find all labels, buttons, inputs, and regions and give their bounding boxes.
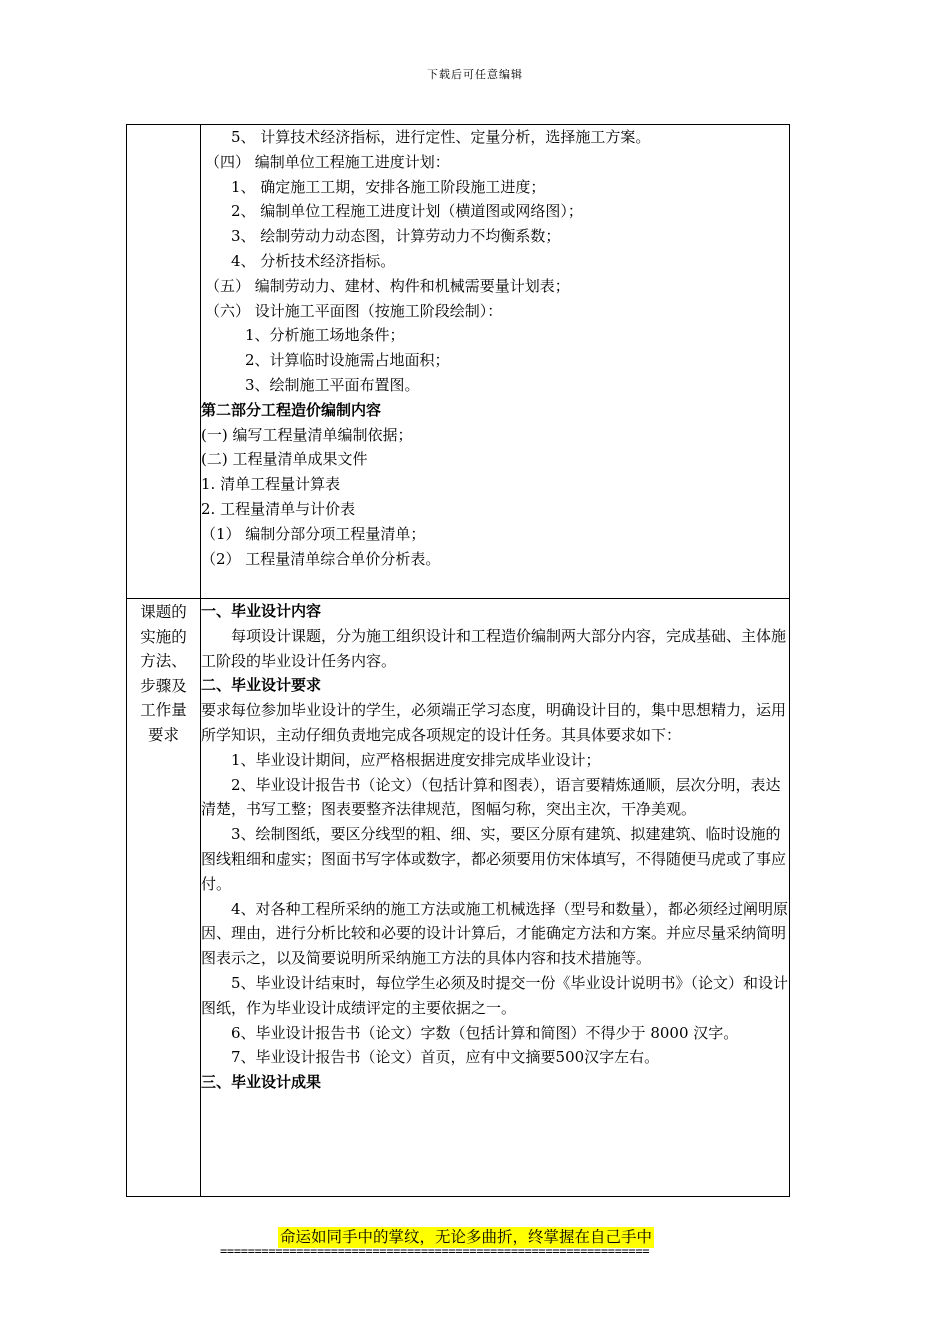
content-line: 4、 分析技术经济指标。: [231, 251, 396, 270]
content-line: 1、分析施工场地条件；: [245, 326, 405, 345]
content-line: （2） 工程量清单综合单价分析表。: [201, 549, 441, 568]
content-cell-requirements: [201, 599, 790, 1197]
content-line: 5、 计算技术经济指标，进行定性、定量分析，选择施工方案。: [231, 128, 651, 146]
content-line: （六） 设计施工平面图（按施工阶段绘制）：: [205, 301, 503, 320]
content-line: 2. 工程量清单与计价表: [201, 499, 356, 518]
table-row-methods: [127, 599, 790, 1197]
content-line: 第二部分工程造价编制内容: [201, 400, 382, 419]
content-cell-construction: [201, 125, 790, 599]
content-line: 2、 编制单位工程施工进度计划（横道图或网络图）；: [231, 202, 583, 221]
footer-separator: ==============================================================: [220, 1244, 650, 1258]
label-line: 要求: [147, 725, 179, 744]
table-row-continuation: [127, 125, 790, 599]
empty-label-cell: [127, 125, 201, 599]
page-header: 下载后可任意编辑: [427, 68, 523, 81]
content-line: 2、计算临时设施需占地面积；: [245, 351, 450, 370]
content-line: 3、 绘制劳动力动态图，计算劳动力不均衡系数；: [231, 227, 561, 246]
content-line: (二) 工程量清单成果文件: [201, 450, 368, 469]
requirement-item: 1、毕业设计期间，应严格根据进度安排完成毕业设计；: [231, 750, 601, 769]
section-heading-results: 三、毕业设计成果: [201, 1073, 322, 1092]
methods-label: [127, 599, 200, 747]
requirement-item: 2、毕业设计报告书（论文）（包括计算和图表），语言要精炼通顺，层次分明，表达清楚，书写工整；图表要整齐法律规范，图幅匀称，突出主次，干净美观。: [201, 775, 781, 819]
label-line: 步骤及: [140, 676, 187, 695]
requirements-intro-paragraph: 要求每位参加毕业设计的学生，必须端正学习态度，明确设计目的，集中思想精力，运用所学知识，主动仔细负责地完成各项规定的设计任务。其具体要求如下：: [201, 701, 787, 744]
design-content-paragraph: 每项设计课题，分为施工组织设计和工程造价编制两大部分内容，完成基础、主体施工阶段的毕业设计任务内容。: [201, 626, 787, 670]
construction-content-list: [201, 125, 789, 571]
requirement-item: 5、毕业设计结束时，每位学生必须及时提交一份《毕业设计说明书》（论文）和设计图纸，作为毕业设计成绩评定的主要依据之一。: [201, 973, 789, 1017]
content-line: 3、绘制施工平面布置图。: [245, 375, 420, 394]
label-line: 方法、: [140, 652, 187, 670]
section-heading-requirements: 二、毕业设计要求: [201, 676, 322, 695]
content-line: （五） 编制劳动力、建材、构件和机械需要量计划表；: [205, 276, 570, 295]
content-line: (一) 编写工程量清单编制依据；: [201, 425, 413, 444]
design-task-table: [126, 124, 790, 1197]
content-line: （1） 编制分部分项工程量清单；: [201, 524, 426, 543]
content-line: 1. 清单工程量计算表: [201, 475, 341, 494]
section-heading-content: 一、毕业设计内容: [201, 602, 322, 620]
label-line: 课题的: [140, 603, 187, 621]
label-line: 实施的: [140, 627, 187, 646]
requirements-list: [201, 748, 789, 1070]
requirement-item: 6、毕业设计报告书（论文）字数（包括计算和简图）不得少于 8000 汉字。: [231, 1023, 739, 1042]
label-cell-methods: [127, 599, 201, 1197]
footer-slogan: 命运如同手中的掌纹，无论多曲折，终掌握在自己手中: [280, 1228, 653, 1246]
content-line: 1、 确定施工工期，安排各施工阶段施工进度；: [231, 177, 546, 196]
requirement-item: 3、绘制图纸，要区分线型的粗、细、实，要区分原有建筑、拟建建筑、临时设施的图线粗细和虚实；图面书写字体或数字，都必须要用仿宋体填写，不得随便马虎或了事应付。: [201, 825, 787, 893]
requirement-item: 4、对各种工程所采纳的施工方法或施工机械选择（型号和数量），都必须经过阐明原因、理由，进行分析比较和必要的设计计算后，才能确定方法和方案。并应尽量采纳简明图表示之，以及简要说明所采纳施工方法的具体内容和技术措施等。: [201, 899, 789, 968]
content-line: （四） 编制单位工程施工进度计划：: [205, 152, 450, 171]
requirement-item: 7、毕业设计报告书（论文）首页，应有中文摘要500汉字左右。: [231, 1048, 660, 1067]
label-line: 工作量: [140, 701, 187, 719]
